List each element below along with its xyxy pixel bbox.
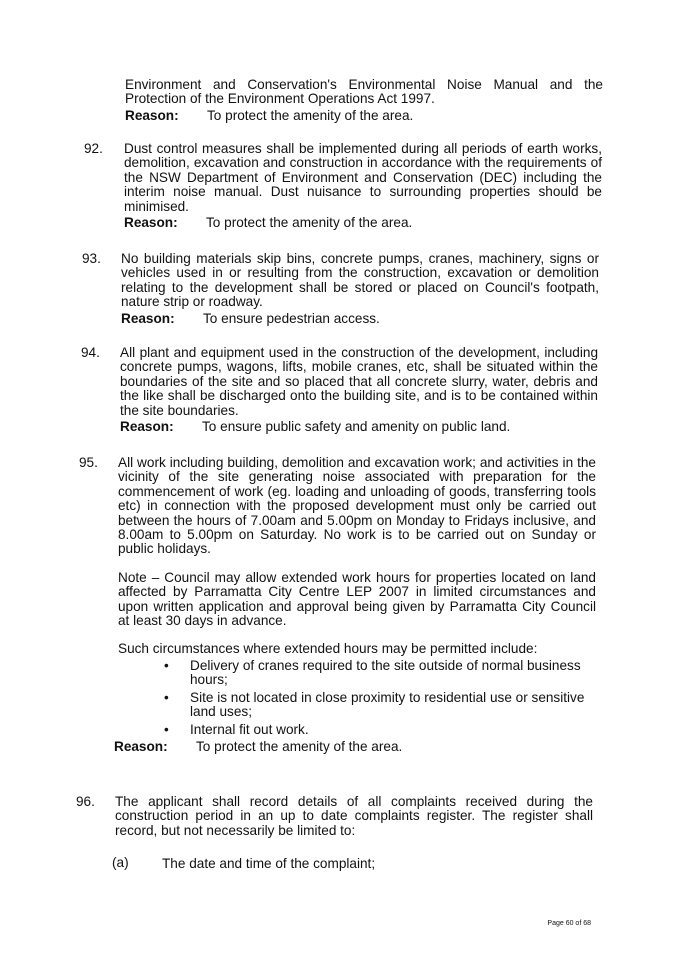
condition-number: 93. [82, 251, 101, 266]
bullet-icon: • [164, 721, 169, 737]
condition-93 [121, 252, 599, 326]
sub-item-label: (a) [112, 855, 129, 870]
condition-94 [120, 346, 598, 434]
reason-label: Reason: [121, 310, 175, 326]
intro-reason [125, 109, 603, 123]
condition-number: 96. [76, 794, 95, 809]
intro-block [125, 78, 603, 123]
list-item [160, 691, 585, 720]
circumstances-list [118, 659, 596, 737]
condition-reason [121, 312, 599, 326]
sub-item-text: The date and time of the complaint; [162, 856, 376, 871]
list-item [160, 659, 585, 688]
condition-reason [120, 420, 598, 434]
reason-text: To protect the amenity of the area. [206, 215, 413, 231]
page-number: Page 60 of 68 [547, 920, 591, 927]
condition-95 [114, 455, 596, 754]
condition-92 [124, 142, 602, 230]
reason-text: To protect the amenity of the area. [207, 107, 414, 123]
list-item-text: Site is not located in close proximity to residential use or sensitive land uses; [190, 689, 585, 720]
reason-text: To ensure public safety and amenity on public land. [202, 419, 511, 435]
condition-number: 95. [79, 455, 98, 470]
circumstances-intro: Such circumstances where extended hours may be permitted include: [118, 641, 538, 657]
condition-number: 92. [84, 141, 103, 156]
reason-text: To ensure pedestrian access. [203, 310, 380, 326]
condition-note: Note – Council may allow extended work hours for properties located on land affected by Parramatta City Centre LEP 2007 in limited circumstances and upon written application and approval being given by Parramatta City Council at least 30 days in advance. [118, 569, 596, 629]
condition-reason [124, 216, 602, 230]
condition-text: No building materials skip bins, concrete pumps, cranes, machinery, signs or vehicles used in or resulting from the construction, excavation or demolition relating to the development shall be stored or placed on Council's footpath, nature strip or roadway. [121, 251, 599, 310]
condition-text: All plant and equipment used in the construction of the development, including concrete pumps, wagons, lifts, mobile cranes, etc, shall be situated within the boundaries of the site and so placed that all concrete slurry, water, debris and the like shall be discharged onto the building site, and is to be contained within the site boundaries. [120, 345, 598, 418]
reason-label: Reason: [120, 419, 174, 435]
condition-96 [115, 795, 593, 838]
reason-label: Reason: [125, 107, 179, 123]
intro-text: Environment and Conservation's Environmental Noise Manual and the Protection of the Environment Operations Act 1997. [125, 77, 603, 107]
bullet-icon: • [164, 657, 169, 673]
condition-text: The applicant shall record details of all complaints received during the construction period in an up to date complaints register. The register shall record, but not necessarily be limited to: [115, 794, 593, 838]
reason-text: To protect the amenity of the area. [196, 738, 403, 754]
condition-reason [114, 740, 596, 754]
condition-text: All work including building, demolition and excavation work; and activities in the vicinity of the site generating noise associated with preparation for the commencement of work (eg. loading and unloading of goods, transferring tools etc) in connection with the proposed development must only be carried out between the hours of 7.00am and 5.00pm on Monday to Fridays inclusive, and 8.00am to 5.00pm on Saturday. No work is to be carried out on Sunday or public holidays. [118, 455, 596, 557]
list-item-text: Internal fit out work. [190, 721, 309, 737]
reason-label: Reason: [124, 215, 178, 231]
condition-text: Dust control measures shall be implemented during all periods of earth works, demolition, excavation and construction in accordance with the requirements of the NSW Department of Environment and Conservation (DEC) including the interim noise manual. Dust nuisance to surrounding properties should be minimised. [124, 141, 602, 214]
list-item [160, 723, 585, 737]
bullet-icon: • [164, 689, 169, 705]
condition-number: 94. [81, 345, 100, 360]
list-item-text: Delivery of cranes required to the site outside of normal business hours; [190, 657, 581, 688]
reason-label: Reason: [114, 738, 168, 754]
